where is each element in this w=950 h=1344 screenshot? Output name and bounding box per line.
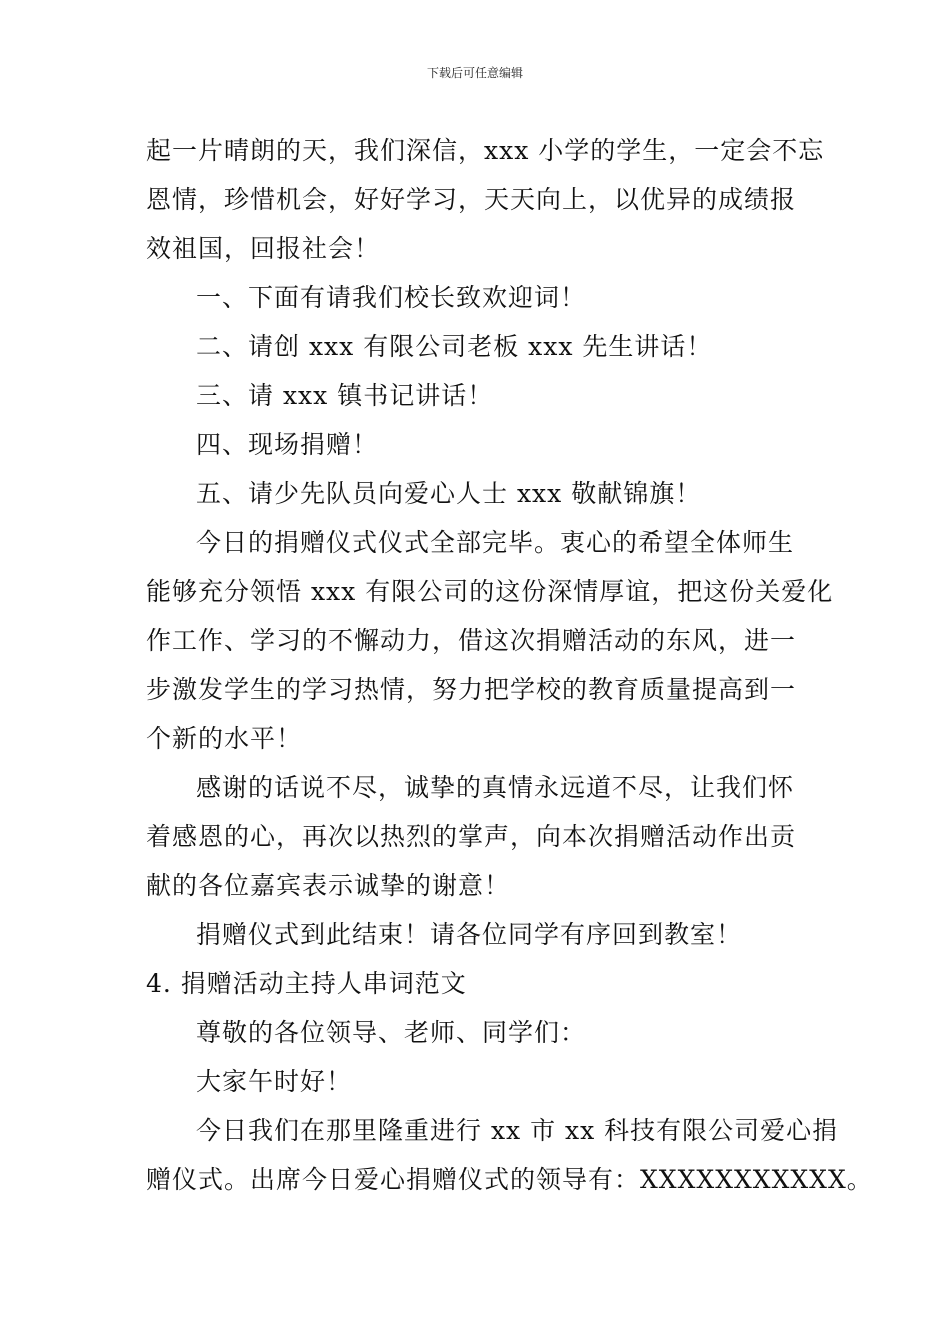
agenda-item: 五、请少先队员向爱心人士 xxx 敬献锦旗！ (196, 479, 702, 508)
paragraph-line: 赠仪式。出席今日爱心捐赠仪式的领导有：XXXXXXXXXXX。 (146, 1165, 873, 1194)
document-body (146, 126, 873, 1204)
agenda-item: 四、现场捐赠！ (196, 430, 379, 459)
paragraph-line: 献的各位嘉宾表示诚挚的谢意！ (146, 871, 511, 900)
paragraph-line: 作工作、学习的不懈动力，借这次捐赠活动的东风，进一 (146, 626, 797, 655)
section-heading: 4. 捐赠活动主持人串词范文 (146, 969, 467, 998)
paragraph-line: 个新的水平！ (146, 724, 303, 753)
paragraph-line: 今日我们在那里隆重进行 xx 市 xx 科技有限公司爱心捐 (196, 1116, 839, 1145)
greeting-line: 大家午时好！ (196, 1067, 353, 1096)
paragraph-line: 捐赠仪式到此结束！请各位同学有序回到教室！ (196, 920, 743, 949)
paragraph-line: 着感恩的心，再次以热烈的掌声，向本次捐赠活动作出贡 (146, 822, 797, 851)
agenda-item: 三、请 xxx 镇书记讲话！ (196, 381, 494, 410)
agenda-item: 二、请创 xxx 有限公司老板 xxx 先生讲话！ (196, 332, 713, 361)
paragraph-line: 步激发学生的学习热情，努力把学校的教育质量提高到一 (146, 675, 797, 704)
paragraph-line: 起一片晴朗的天，我们深信，xxx 小学的学生，一定会不忘 (146, 136, 825, 165)
paragraph-line: 效祖国，回报社会！ (146, 234, 381, 263)
salutation-line: 尊敬的各位领导、老师、同学们： (196, 1018, 587, 1047)
paragraph-line: 恩情，珍惜机会，好好学习，天天向上，以优异的成绩报 (146, 185, 797, 214)
paragraph-line: 今日的捐赠仪式仪式全部完毕。衷心的希望全体师生 (196, 528, 795, 557)
page-header: 下载后可任意编辑 (426, 66, 523, 80)
paragraph-line: 能够充分领悟 xxx 有限公司的这份深情厚谊，把这份关爱化 (146, 577, 834, 606)
paragraph-line: 感谢的话说不尽，诚挚的真情永远道不尽，让我们怀 (196, 773, 795, 802)
agenda-item: 一、下面有请我们校长致欢迎词！ (196, 283, 587, 312)
